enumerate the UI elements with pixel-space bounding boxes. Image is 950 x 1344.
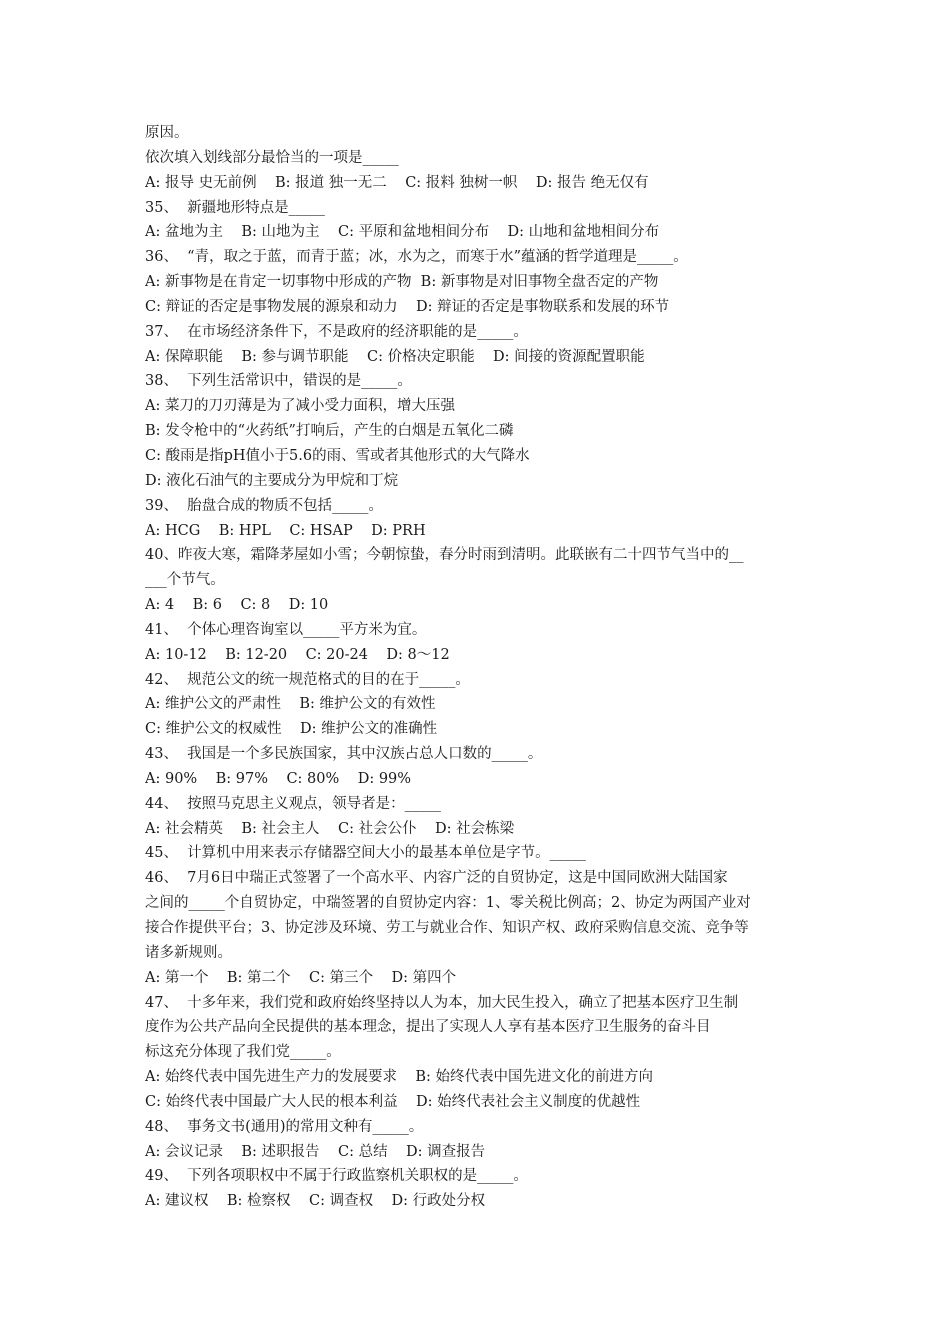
text-line: 37、 在市场经济条件下，不是政府的经济职能的是_____。 [145, 323, 528, 340]
text-line: 43、 我国是一个多民族国家，其中汉族占总人口数的_____。 [145, 746, 543, 763]
text-line: C: 酸雨是指pH值小于5.6的雨、雪或者其他形式的大气降水 [145, 447, 530, 464]
text-line: B: 发令枪中的“火药纸”打响后，产生的白烟是五氧化二磷 [145, 423, 514, 440]
text-line: A: 始终代表中国先进生产力的发展要求 B: 始终代表中国先进文化的前进方向 [145, 1069, 654, 1086]
text-line: A: HCG B: HPL C: HSAP D: PRH [145, 522, 426, 539]
text-line: ___个节气。 [145, 572, 225, 589]
text-line: A: 保障职能 B: 参与调节职能 C: 价格决定职能 D: 间接的资源配置职能 [145, 348, 645, 365]
text-line: 36、 “青，取之于蓝，而青于蓝；冰，水为之，而寒于水”蕴涵的哲学道理是_____。 [145, 249, 688, 266]
text-line: 之间的_____个自贸协定，中瑞签署的自贸协定内容：1、零关税比例高；2、协定为两国产业对 [145, 895, 751, 912]
text-line: A: 10-12 B: 12-20 C: 20-24 D: 8～12 [145, 646, 450, 663]
text-line: 度作为公共产品向全民提供的基本理念，提出了实现人人享有基本医疗卫生服务的奋斗目 [145, 1019, 711, 1036]
text-line: A: 新事物是在肯定一切事物中形成的产物 B: 新事物是对旧事物全盘否定的产物 [145, 274, 659, 291]
text-line: C: 维护公文的权威性 D: 维护公文的准确性 [145, 721, 438, 738]
text-line: 44、 按照马克思主义观点，领导者是：_____ [145, 795, 441, 812]
text-line: D: 液化石油气的主要成分为甲烷和丁烷 [145, 472, 399, 489]
text-line: A: 第一个 B: 第二个 C: 第三个 D: 第四个 [145, 969, 457, 986]
text-line: A: 90% B: 97% C: 80% D: 99% [145, 770, 412, 787]
text-line: A: 4 B: 6 C: 8 D: 10 [145, 597, 329, 614]
text-line: A: 会议记录 B: 述职报告 C: 总结 D: 调查报告 [145, 1143, 486, 1160]
document-body [145, 121, 810, 1214]
text-line: A: 维护公文的严肃性 B: 维护公文的有效性 [145, 696, 436, 713]
text-line: 标这充分体现了我们党_____。 [145, 1044, 341, 1061]
text-line: 45、 计算机中用来表示存储器空间大小的最基本单位是字节。_____ [145, 845, 586, 862]
text-line: 诸多新规则。 [145, 944, 232, 961]
text-line: 47、 十多年来，我们党和政府始终坚持以人为本，加大民生投入，确立了把基本医疗卫生制 [145, 994, 739, 1011]
text-line: 原因。 [145, 125, 189, 141]
text-line: C: 辩证的否定是事物发展的源泉和动力 D: 辩证的否定是事物联系和发展的环节 [145, 298, 670, 315]
text-line: A: 盆地为主 B: 山地为主 C: 平原和盆地相间分布 D: 山地和盆地相间分布 [145, 224, 660, 241]
text-line: 依次填入划线部分最恰当的一项是_____ [145, 149, 399, 166]
text-line: 38、 下列生活常识中，错误的是_____。 [145, 373, 412, 390]
text-line: 40、昨夜大寒，霜降茅屋如小雪；今朝惊蛰，春分时雨到清明。此联嵌有二十四节气当中的__ [145, 547, 744, 564]
text-line: 48、 事务文书(通用)的常用文种有_____。 [145, 1118, 424, 1135]
text-line: 35、 新疆地形特点是_____ [145, 199, 325, 216]
text-line: 46、 7月6日中瑞正式签署了一个高水平、内容广泛的自贸协定，这是中国同欧洲大陆国家 [145, 870, 728, 887]
text-line: 41、 个体心理咨询室以_____平方米为宜。 [145, 621, 427, 638]
text-line: A: 建议权 B: 检察权 C: 调查权 D: 行政处分权 [145, 1193, 486, 1210]
text-line: C: 始终代表中国最广大人民的根本利益 D: 始终代表社会主义制度的优越性 [145, 1093, 641, 1110]
text-line: A: 报导 史无前例 B: 报道 独一无二 C: 报料 独树一帜 D: 报告 绝无仅有 [145, 174, 649, 191]
text-line: A: 社会精英 B: 社会主人 C: 社会公仆 D: 社会栋梁 [145, 820, 515, 837]
text-line: 49、 下列各项职权中不属于行政监察机关职权的是_____。 [145, 1168, 528, 1185]
text-line: 42、 规范公文的统一规范格式的目的在于_____。 [145, 671, 470, 688]
text-line: 39、 胎盘合成的物质不包括_____。 [145, 497, 383, 514]
text-line: A: 菜刀的刀刃薄是为了减小受力面积，增大压强 [145, 398, 455, 415]
text-line: 接合作提供平台；3、协定涉及环境、劳工与就业合作、知识产权、政府采购信息交流、竞争等 [145, 920, 749, 936]
